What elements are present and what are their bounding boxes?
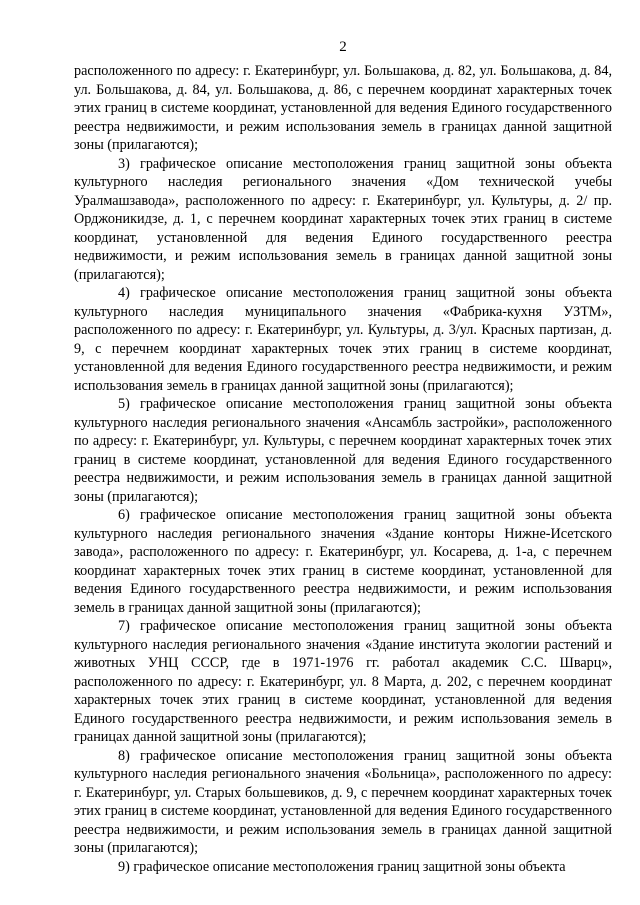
paragraph-item-9: 9) графическое описание местоположения границ защитной зоны объекта — [118, 858, 566, 875]
paragraph-item-4: 4) графическое описание местоположения границ защитной зоны объекта культурного наследия муниципального значения «Фабрика-кухня УЗТМ», расположенного по адресу: г. Екатеринбург, ул. Культуры, д. 3/ул. Красных партизан, д. 9, с перечнем координат характерных точек этих границ в системе координат, установленной для ведения Единого государственного реестра недвижимости, и режим использования земель в границах данной защитной зоны (прилагаются); — [74, 285, 612, 394]
paragraph-item-8: 8) графическое описание местоположения границ защитной зоны объекта культурного наследия регионального значения «Больница», расположенного по адресу: г. Екатеринбург, ул. Старых большевиков, д. 9, с перечнем координат характерных точек этих границ в системе координат, установленной для ведения Единого государственного реестра недвижимости, и режим использования земель в границах данной защитной зоны (прилагаются); — [74, 747, 612, 856]
document-page — [74, 38, 612, 876]
paragraph-item-3: 3) графическое описание местоположения границ защитной зоны объекта культурного наследия регионального значения «Дом технической учебы Уралмашзавода», расположенного по адресу: г. Екатеринбург, ул. Культуры, д. 2/ пр. Орджоникидзе, д. 1, с перечнем координат характерных точек этих границ в системе координат, установленной для ведения Единого государственного реестра недвижимости, и режим использования земель в границах данной защитной зоны (прилагаются); — [74, 155, 612, 283]
paragraph-item-7: 7) графическое описание местоположения границ защитной зоны объекта культурного наследия регионального значения «Здание института экологии растений и животных УНЦ СССР, где в 1971-1976 гг. работал академик С.С. Шварц», расположенного по адресу: г. Екатеринбург, ул. 8 Марта, д. 202, с перечнем координат характерных точек этих границ в системе координат, установленной для ведения Единого государственного реестра недвижимости, и режим использования земель в границах данной защитной зоны (прилагаются); — [74, 618, 612, 745]
paragraph-item-6: 6) графическое описание местоположения границ защитной зоны объекта культурного наследия регионального значения «Здание конторы Нижне-Исетского завода», расположенного по адресу: г. Екатеринбург, ул. Косарева, д. 1-а, с перечнем координат характерных точек этих границ в системе координат, установленной для ведения Единого государственного реестра недвижимости, и режим использования земель в границах данной защитной зоны (прилагаются); — [74, 507, 612, 616]
paragraph-continuation: расположенного по адресу: г. Екатеринбург, ул. Большакова, д. 82, ул. Большакова, д. 84, ул. Большакова, д. 84, ул. Большакова, д. 86, с перечнем координат характерных точек этих границ в системе координат, установленной для ведения Единого государственного реестра недвижимости, и режим использования земель в границах данной защитной зоны (прилагаются); — [74, 63, 612, 153]
page-number: 2 — [339, 39, 347, 55]
paragraph-item-5: 5) графическое описание местоположения границ защитной зоны объекта культурного наследия регионального значения «Ансамбль застройки», расположенного по адресу: г. Екатеринбург, ул. Культуры, с перечнем координат характерных точек этих границ в системе координат, установленной для ведения Единого государственного реестра недвижимости, и режим использования земель в границах данной защитной зоны (прилагаются); — [74, 396, 612, 505]
